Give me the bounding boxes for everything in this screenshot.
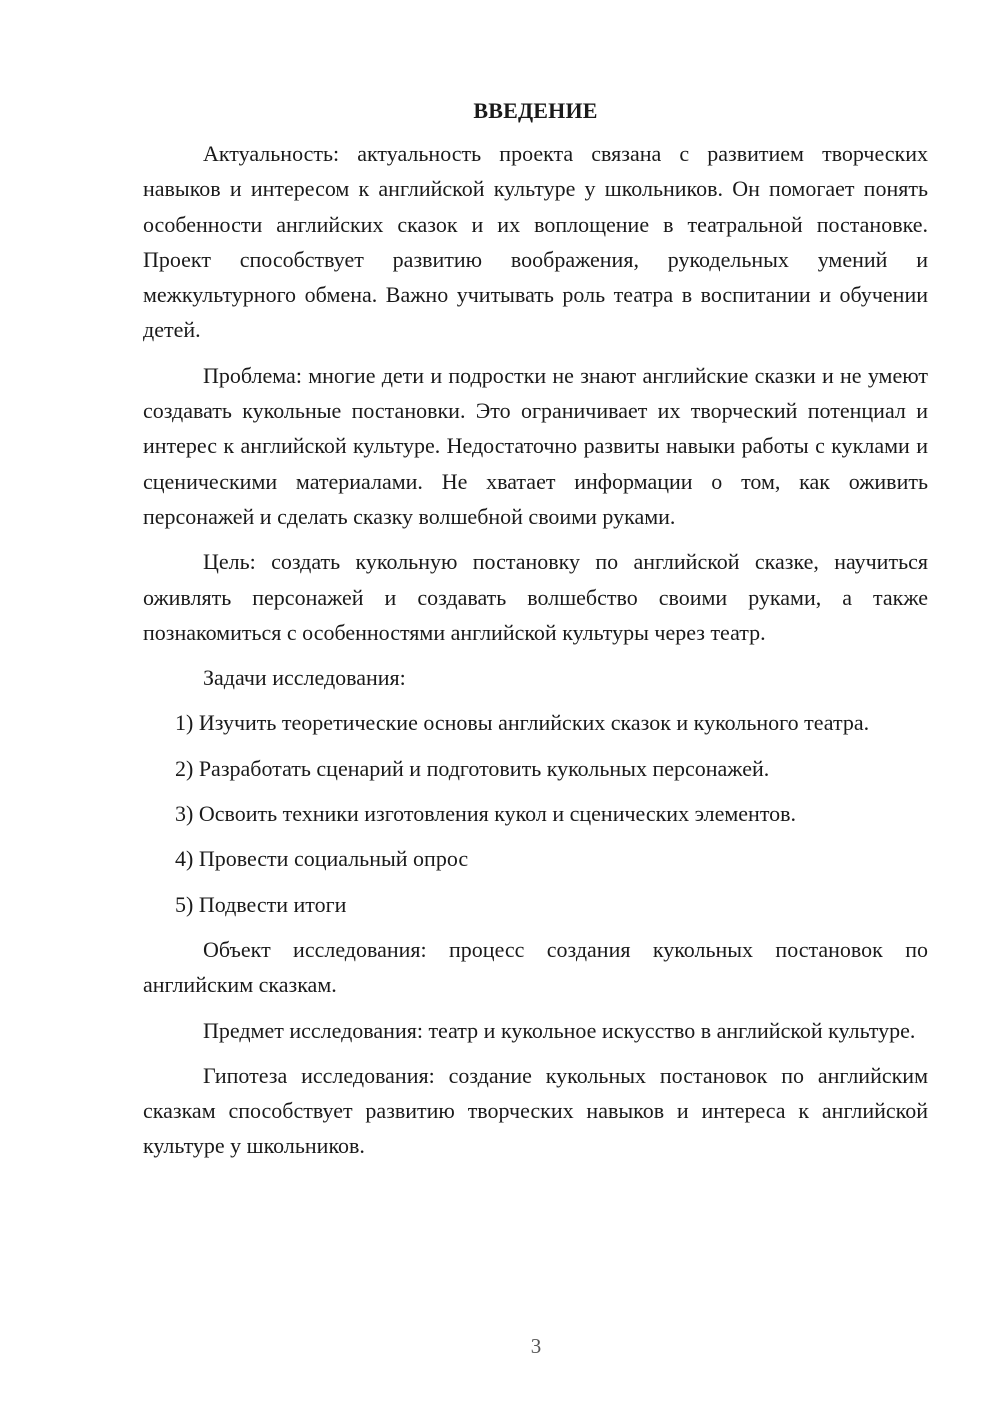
paragraph-tasks-title: Задачи исследования: (203, 665, 406, 691)
paragraph-goal: Цель: создать кукольную постановку по английской сказке, научиться оживлять персонажей и создавать волшебство своими руками, а также познакомиться с особенностями английской культуры через театр. (143, 549, 928, 645)
paragraph-hypothesis: Гипотеза исследования: создание кукольных постановок по английским сказкам способствует развитию творческих навыков и интереса к английской культуре у школьников. (143, 1062, 928, 1159)
list-item-task-3: 3) Освоить техники изготовления кукол и сценических элементов. (175, 801, 797, 827)
section-heading: ВВЕДЕНИЕ (473, 98, 598, 123)
page-content (143, 96, 928, 1174)
list-item-task-5: 5) Подвести итоги (175, 891, 347, 917)
paragraph-problem: Проблема: многие дети и подростки не знают английские сказки и не умеют создавать кукольные постановки. Это ограничивает их творческий потенциал и интерес к английской культуре. Недостаточно развиты навыки работы с куклами и сценическими материалами. Не хватает информации о том, как оживить персонажей и сделать сказку волшебной своими руками. (143, 362, 928, 529)
page-number: 3 (530, 1334, 542, 1358)
paragraph-object: Объект исследования: процесс создания кукольных постановок по английским сказкам. (143, 936, 928, 998)
list-item-task-1: 1) Изучить теоретические основы английских сказок и кукольного театра. (175, 710, 870, 736)
list-item-task-2: 2) Разработать сценарий и подготовить кукольных персонажей. (175, 755, 770, 781)
paragraph-subject: Предмет исследования: театр и кукольное искусство в английской культуре. (203, 1017, 916, 1043)
list-item-task-4: 4) Провести социальный опрос (175, 846, 469, 872)
paragraph-relevance: Актуальность: актуальность проекта связана с развитием творческих навыков и интересом к английской культуре у школьников. Он помогает понять особенности английских сказок и их воплощение в театральной постановке. Проект способствует развитию воображения, рукодельных умений и межкультурного обмена. Важно учитывать роль театра в воспитании и обучении детей. (143, 141, 928, 343)
